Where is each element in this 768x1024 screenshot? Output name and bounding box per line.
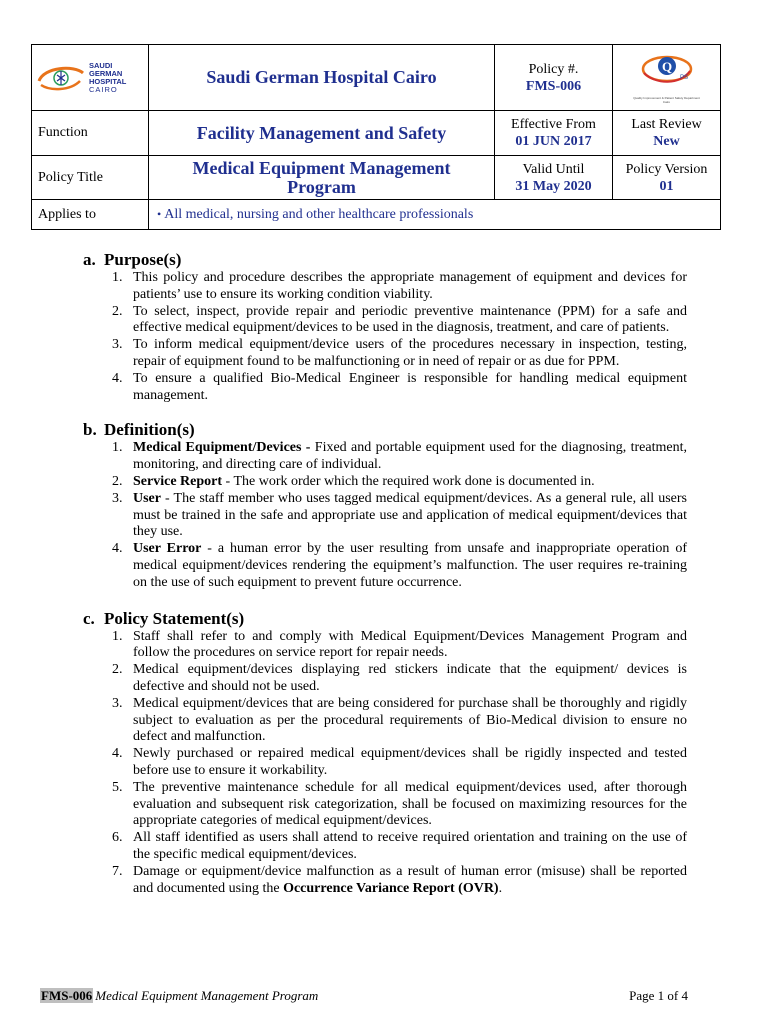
policy-title-value: [149, 156, 495, 200]
hospital-name: Saudi German Hospital Cairo: [149, 45, 495, 111]
svg-text:Q: Q: [661, 59, 672, 74]
logo-line-4: CAIRO: [89, 84, 118, 94]
last-review-value: New: [653, 134, 680, 149]
list-item: 2. Service Report - The work order which the required work done is documented in.: [112, 473, 595, 489]
svg-text:PS: PS: [679, 75, 688, 81]
policy-title-label: Policy Title: [32, 156, 149, 200]
logo-line-2: GERMAN: [89, 68, 123, 78]
list-item: 1. This policy and procedure describes the appropriate management of equipment and devices for patients’ use to ensure its working condition viability.: [112, 270, 687, 302]
qps-logo-icon: [636, 51, 698, 91]
list-item: 3. User - The staff member who uses tagged medical equipment/devices. As a general rule, all users must be trained in the safe and appropriate use and application of medical equipment/devices that they use.: [112, 490, 687, 540]
list-item: 6. All staff identified as users shall attend to receive required orientation and training on the use of the specific medical equipment/devices.: [112, 830, 687, 862]
effective-from-cell: [495, 111, 613, 156]
page-number: Page 1 of 4: [629, 988, 688, 1003]
policy-number-label: Policy #.: [528, 61, 579, 77]
last-review-label: Last Review: [631, 117, 702, 132]
definition-term: User: [133, 490, 161, 506]
policy-body: [83, 250, 687, 897]
qps-logo-cell: [613, 45, 721, 111]
applies-to-value-cell: [149, 200, 721, 230]
policy-title-line-2: Program: [287, 176, 356, 197]
valid-until-value: 31 May 2020: [515, 178, 592, 194]
list-item: 4. Newly purchased or repaired medical equipment/devices shall be rigidly inspected and tested before use to ensure it workability.: [112, 746, 687, 778]
purpose-list: [83, 270, 687, 404]
list-item: 3. To inform medical equipment/device users of the procedures necessary in inspection, testing, repair of equipment found to be malfunctioning or in need of repair or as due for PPM.: [112, 337, 687, 369]
policy-version-value: 01: [659, 178, 674, 194]
bullet-icon: •: [157, 206, 162, 221]
qps-logo-caption: Quality Improvement & Patient Safety Department Cairo: [633, 96, 700, 104]
ovr-term: Occurrence Variance Report (OVR): [283, 880, 499, 896]
hospital-logo-icon: [36, 61, 86, 95]
policy-number: FMS-006: [525, 78, 582, 94]
list-item: 1. Medical Equipment/Devices - Fixed and portable equipment used for the diagnosing, treatment, monitoring, and directing care of individual.: [112, 440, 687, 473]
function-value: Facility Management and Safety: [149, 111, 495, 156]
hospital-logo-cell: [32, 45, 149, 111]
definitions-section: [83, 420, 687, 591]
policy-statement-list: [83, 629, 687, 898]
list-item: 5. The preventive maintenance schedule for all medical equipment/devices used, after thorough evaluation and subsequent risk categorization, shall be focused on maximizing resources for the appropriate categories of medical equipment/devices.: [112, 779, 687, 829]
policy-title-line-1: Medical Equipment Management: [192, 157, 451, 178]
policy-header-table: [31, 44, 721, 230]
effective-from-value: 01 JUN 2017: [515, 134, 592, 149]
list-item: 7. Damage or equipment/device malfunction as a result of human error (misuse) shall be reported and documented using the Occurrence Variance Report (OVR).: [112, 863, 687, 896]
purpose-heading: a. Purpose(s): [83, 250, 182, 269]
hospital-logo: [36, 61, 148, 95]
list-item: 2. Medical equipment/devices displaying red stickers indicate that the equipment/ devices is defective and should not be used.: [112, 662, 687, 694]
applies-to-value: All medical, nursing and other healthcare professionals: [164, 206, 474, 222]
policy-version-label: Policy Version: [625, 161, 708, 177]
footer-policy-title: Medical Equipment Management Program: [95, 988, 319, 1003]
page-footer: [40, 988, 688, 1004]
list-item: 4. To ensure a qualified Bio-Medical Engineer is responsible for handling medical equipment management.: [112, 370, 687, 403]
list-item: 1. Staff shall refer to and comply with Medical Equipment/Devices Management Program and follow the procedures on service report for repair needs.: [112, 628, 687, 661]
hospital-logo-text: [89, 62, 126, 94]
definition-term: Service Report: [133, 473, 223, 489]
logo-line-3: HOSPITAL: [89, 76, 127, 86]
policy-statement-section: [83, 609, 687, 898]
purpose-section: [83, 250, 687, 404]
logo-line-1: SAUDI: [89, 60, 113, 70]
effective-from-label: Effective From: [511, 117, 596, 132]
valid-until-cell: [495, 156, 613, 200]
definitions-heading: b. Definition(s): [83, 420, 195, 440]
list-item: 2. To select, inspect, provide repair and periodic preventive maintenance (PPM) for a safe and effective medical equipment/devices to be used in the diagnosis, treatment, and care of patients.: [112, 303, 687, 336]
valid-until-label: Valid Until: [522, 161, 585, 177]
list-item: 3. Medical equipment/devices that are being considered for purchase shall be thoroughly and rigidly subject to evaluation as per the procedural requirements of Bio-Medical division to ensure no defect and malfunction.: [112, 695, 687, 745]
function-label: Function: [32, 111, 149, 156]
list-item: 4. User Error - a human error by the user resulting from unsafe and inappropriate operation of medical equipment/devices rendering the equipment’s malfunction. The user requires re-training on the use of such equipment to prevent future occurrence.: [112, 541, 688, 590]
policy-statement-heading: c. Policy Statement(s): [83, 608, 245, 628]
last-review-cell: [613, 111, 721, 156]
definitions-list: [83, 440, 687, 591]
definition-term: Medical Equipment/Devices -: [133, 440, 311, 456]
footer-policy-code: FMS-006: [41, 988, 93, 1003]
definition-term: User Error: [133, 541, 202, 557]
policy-version-cell: [613, 156, 721, 200]
applies-to-label: Applies to: [32, 200, 149, 230]
policy-number-cell: [495, 45, 613, 111]
